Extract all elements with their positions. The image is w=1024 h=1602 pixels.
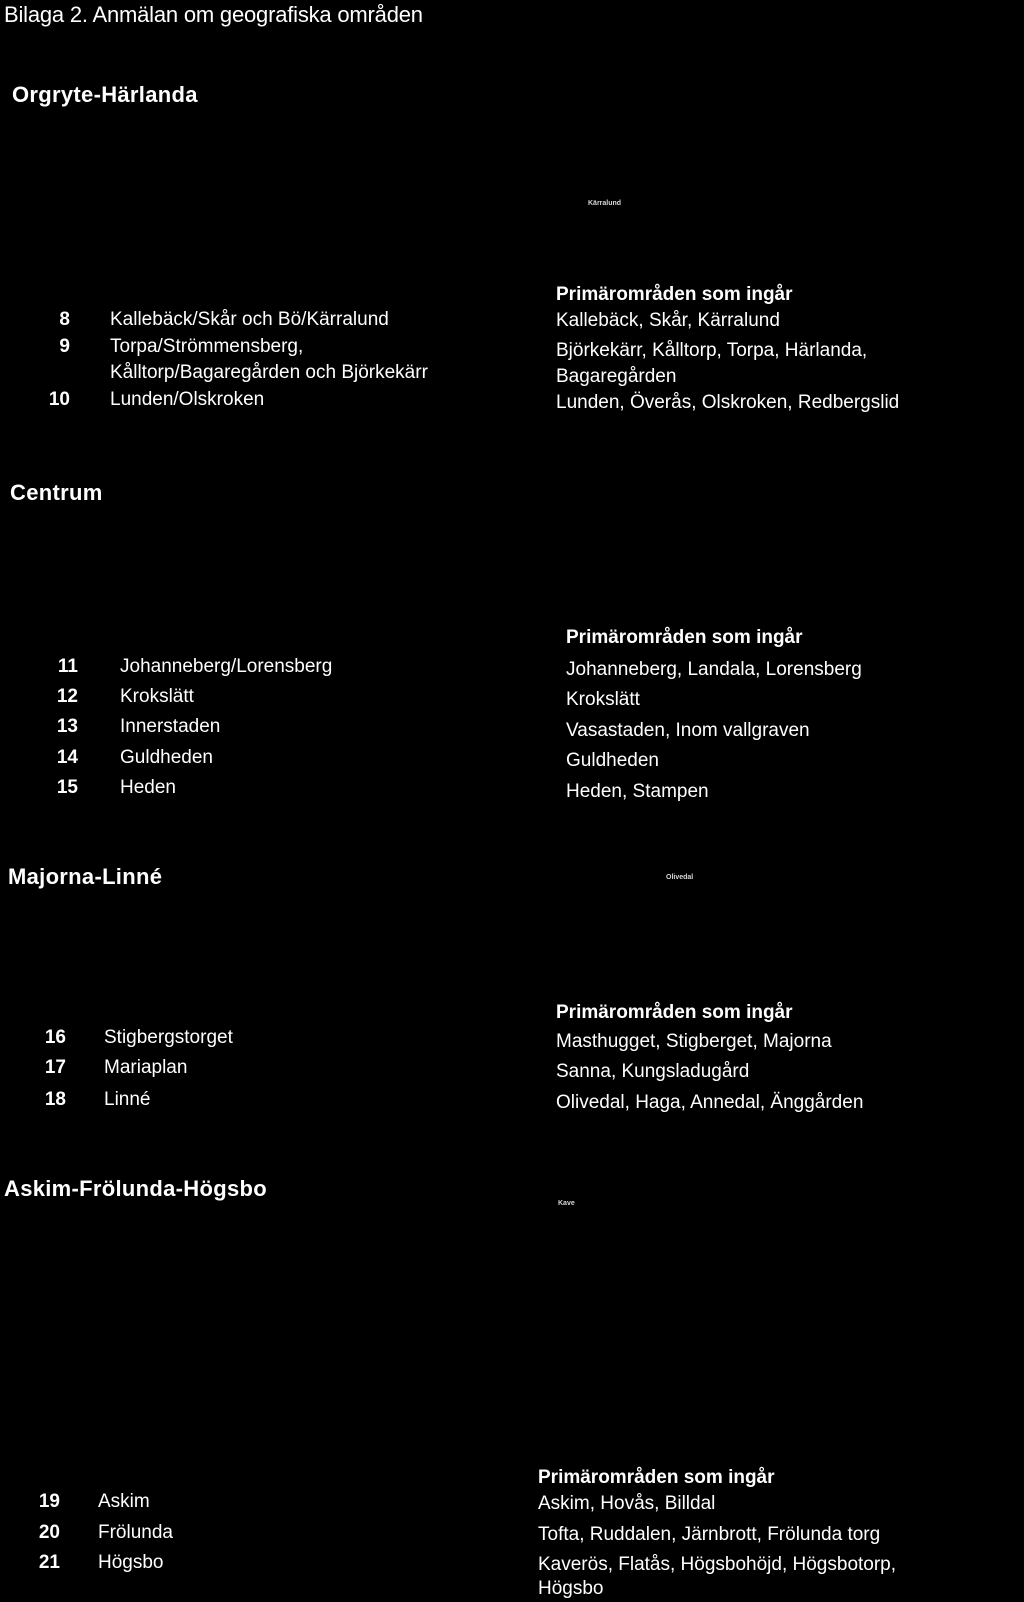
primary-areas: Askim, Hovås, Billdal	[538, 1493, 716, 1514]
district-name: Guldheden	[120, 747, 213, 768]
district-name: Linné	[104, 1089, 151, 1110]
district-name: Mariaplan	[104, 1057, 188, 1078]
primary-areas: Krokslätt	[566, 689, 640, 710]
district-number: 20	[38, 1522, 60, 1543]
district-name-continued: Kålltorp/Bagaregården och Björkekärr	[110, 362, 428, 383]
primary-areas: Björkekärr, Kålltorp, Torpa, Härlanda,	[556, 340, 868, 361]
district-number: 14	[56, 747, 78, 768]
primary-areas: Johanneberg, Landala, Lorensberg	[566, 659, 862, 680]
district-name: Kallebäck/Skår och Bö/Kärralund	[110, 309, 389, 330]
primary-areas: Sanna, Kungsladugård	[556, 1061, 750, 1082]
primary-areas: Kaverös, Flatås, Högsbohöjd, Högsbotorp,	[538, 1554, 897, 1575]
district-number: 16	[44, 1027, 66, 1048]
primary-areas: Kallebäck, Skår, Kärralund	[556, 310, 780, 331]
district-number: 9	[59, 336, 70, 357]
district-number: 13	[56, 716, 78, 737]
primary-areas: Olivedal, Haga, Annedal, Änggården	[556, 1092, 864, 1113]
district-name: Högsbo	[98, 1552, 164, 1573]
primary-areas-heading: Primärområden som ingår	[556, 1002, 793, 1023]
district-number: 12	[56, 686, 78, 707]
district-name: Krokslätt	[120, 686, 194, 707]
section-title-majorna-linne: Majorna-Linné	[8, 864, 163, 889]
district-number: 17	[44, 1057, 66, 1078]
section-title-centrum: Centrum	[10, 480, 103, 505]
district-number: 18	[44, 1089, 66, 1110]
primary-areas-continued: Högsbo	[538, 1578, 604, 1599]
map-label-olivedal: Olivedal	[666, 874, 694, 881]
primary-areas: Lunden, Överås, Olskroken, Redbergslid	[556, 392, 900, 413]
district-number: 10	[48, 389, 70, 410]
district-number: 19	[38, 1491, 60, 1512]
district-name: Lunden/Olskroken	[110, 389, 265, 410]
section-title-askim-frolunda-hogsbo: Askim-Frölunda-Högsbo	[4, 1176, 267, 1201]
district-number: 15	[56, 777, 78, 798]
primary-areas-continued: Bagaregården	[556, 366, 677, 387]
district-name: Stigbergstorget	[104, 1027, 233, 1048]
primary-areas-heading: Primärområden som ingår	[556, 284, 793, 305]
district-name: Johanneberg/Lorensberg	[120, 656, 333, 677]
document-header: Bilaga 2. Anmälan om geografiska områden	[4, 2, 423, 27]
primary-areas: Masthugget, Stigberget, Majorna	[556, 1031, 832, 1052]
district-name: Torpa/Strömmensberg,	[110, 336, 304, 357]
primary-areas: Vasastaden, Inom vallgraven	[566, 720, 810, 741]
district-name: Askim	[98, 1491, 150, 1512]
map-label-kave: Kave	[558, 1200, 575, 1207]
primary-areas: Tofta, Ruddalen, Järnbrott, Frölunda torg	[538, 1524, 881, 1545]
section-title-orgryte-harlanda: Orgryte-Härlanda	[12, 82, 198, 107]
primary-areas-heading: Primärområden som ingår	[566, 627, 803, 648]
district-name: Frölunda	[98, 1522, 173, 1543]
primary-areas: Heden, Stampen	[566, 781, 709, 802]
district-number: 11	[57, 656, 78, 677]
district-name: Innerstaden	[120, 716, 221, 737]
map-label-karralund: Kärralund	[588, 200, 622, 207]
district-number: 8	[59, 309, 70, 330]
primary-areas-heading: Primärområden som ingår	[538, 1467, 775, 1488]
district-number: 21	[38, 1552, 60, 1573]
primary-areas: Guldheden	[566, 750, 659, 771]
district-name: Heden	[120, 777, 176, 798]
